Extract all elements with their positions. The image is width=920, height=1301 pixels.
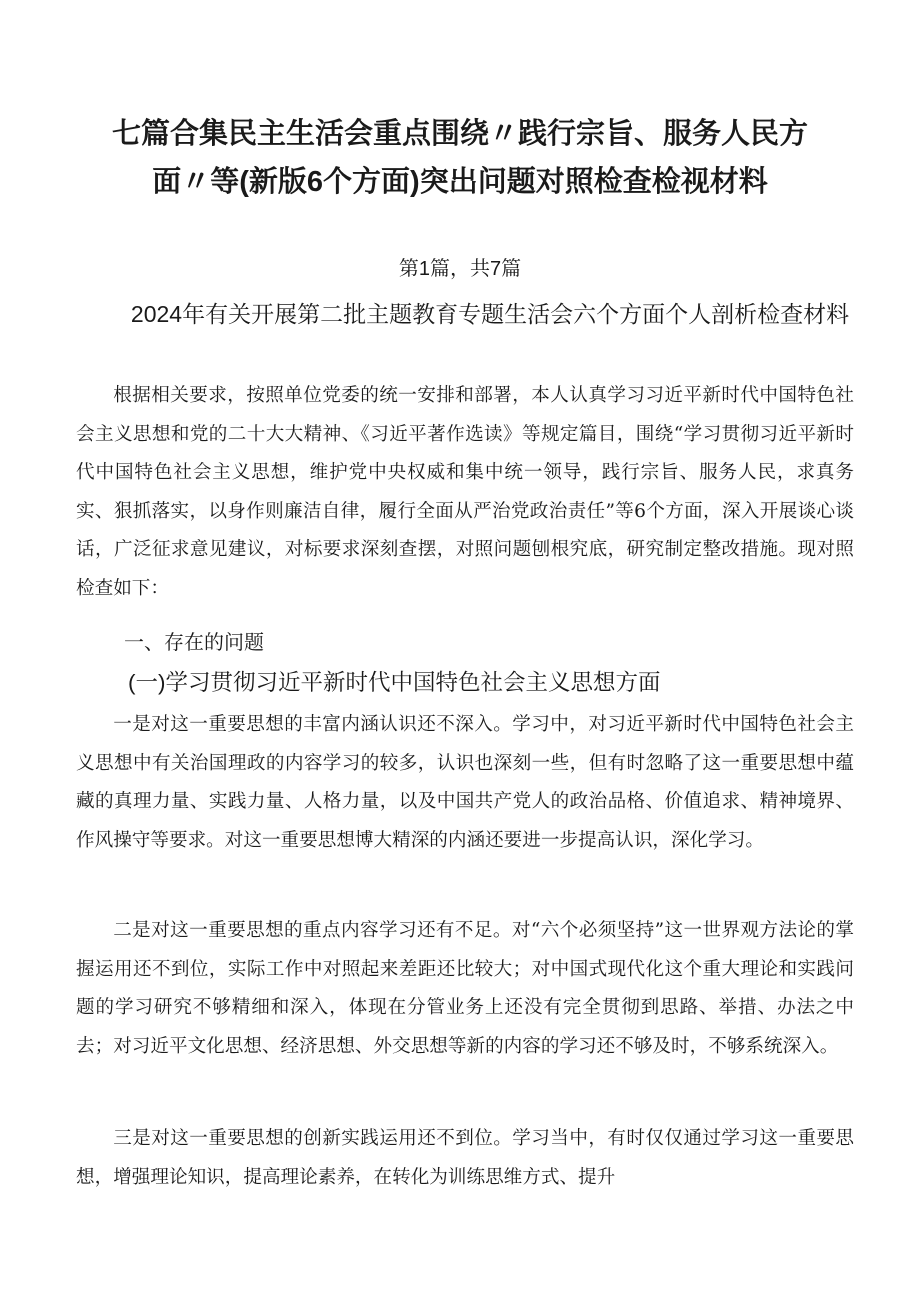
paragraph-point-two: 二是对这一重要思想的重点内容学习还有不足。对“六个必须坚持”这一世界观方法论的掌握运用还不到位，实际工作中对照起来差距还比较大；对中国式现代化这个重大理论和实践问题的学习研究不够精细和深入，体现在分管业务上还没有完全贯彻到思路、举措、办法之中去；对习近平文化思想、经济思想、外交思想等新的内容的学习还不够及时，不够系统深入。 (76, 920, 854, 1057)
intro-paragraph: 根据相关要求，按照单位党委的统一安排和部署，本人认真学习习近平新时代中国特色社会主义思想和党的二十大大精神、《习近平著作选读》等规定篇目，围绕“学习贯彻习近平新时代中国特色社会主义思想，维护党中央权威和集中统一领导，践行宗旨、服务人民，求真务实、狠抓落实，以身作则廉洁自律，履行全面从严治党政治责任”等6个方面，深入开展谈心谈话，广泛征求意见建议，对标要求深刻查摆，对照问题刨根究底，研究制定整改措施。现对照检查如下： (76, 385, 854, 599)
article-subtitle: 2024年有关开展第二批主题教育专题生活会六个方面个人剖析检查材料 (130, 301, 850, 327)
document-title: 七篇合集民主生活会重点围绕〃践行宗旨、服务人民方面〃等(新版6个方面)突出问题对照检查检视材料 (111, 118, 808, 198)
section-heading: 一、存在的问题 (124, 632, 264, 654)
paragraph-point-one: 一是对这一重要思想的丰富内涵认识还不深入。学习中，对习近平新时代中国特色社会主义思想中有关治国理政的内容学习的较多，认识也深刻一些，但有时忽略了这一重要思想中蕴藏的真理力量、实践力量、人格力量，以及中国共产党人的政治品格、价值追求、精神境界、作风操守等要求。对这一重要思想博大精深的内涵还要进一步提高认识，深化学习。 (76, 714, 854, 851)
part-indicator: 第1篇，共7篇 (398, 258, 522, 280)
subsection-heading: (一)学习贯彻习近平新时代中国特色社会主义思想方面 (128, 670, 661, 695)
paragraph-point-three: 三是对这一重要思想的创新实践运用还不到位。学习当中，有时仅仅通过学习这一重要思想，增强理论知识，提高理论素养，在转化为训练思维方式、提升 (76, 1128, 854, 1188)
